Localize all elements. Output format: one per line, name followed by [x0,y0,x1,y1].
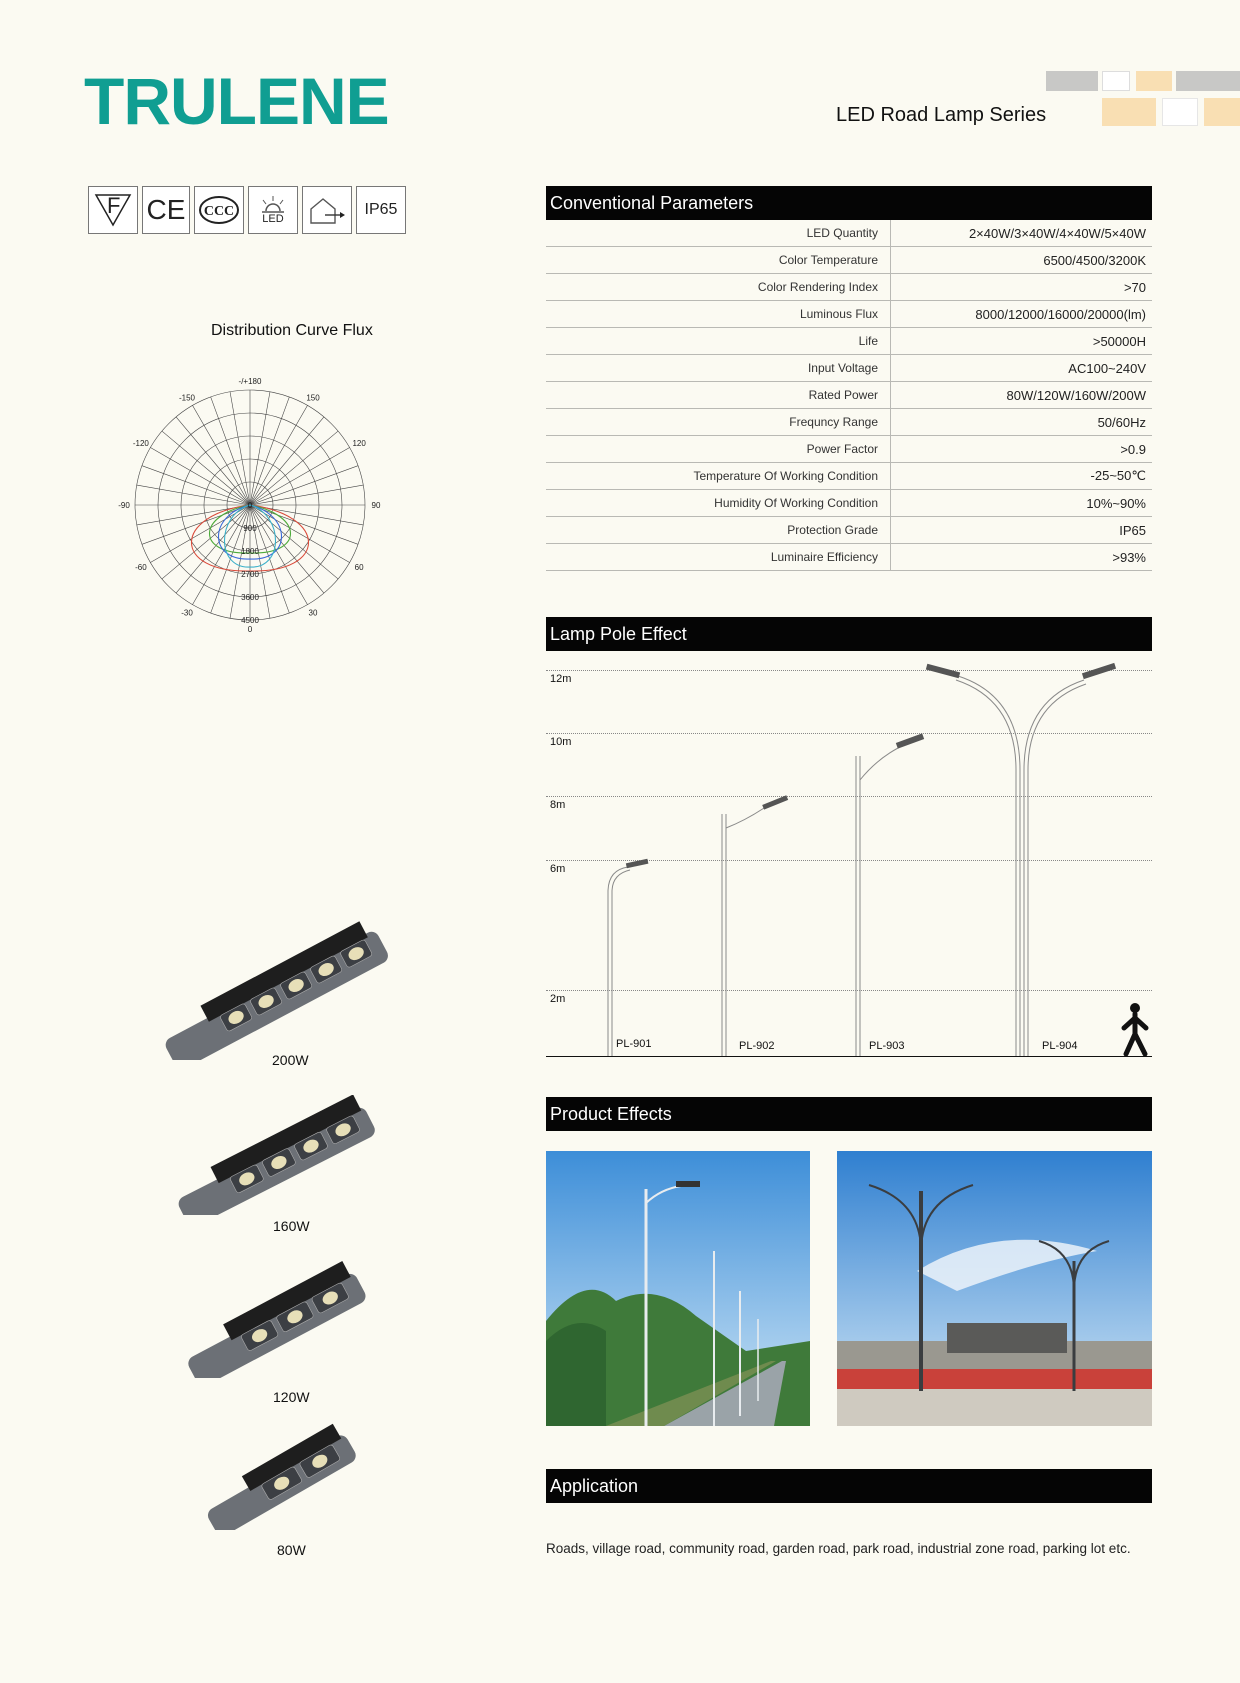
lamp-product-200w [130,920,390,1090]
pole-label: PL-902 [739,1040,775,1052]
ring-label: 900 [243,524,257,533]
brand-logo: TRULENE [84,64,389,138]
pole-label: PL-903 [869,1040,905,1052]
lamp-product-80w [165,1420,375,1560]
polar-distribution-chart [110,370,390,640]
table-row [546,328,1152,355]
series-title: LED Road Lamp Series [836,104,1047,126]
ce-mark-icon: CE [142,186,190,234]
angle-label: 150 [306,393,320,403]
param-value: >93% [891,544,1153,571]
param-key: Color Temperature [546,247,891,274]
plaza-photo-right [837,1151,1152,1426]
angle-label: -150 [178,393,196,403]
param-key: Rated Power [546,382,891,409]
angle-label: -/+180 [238,377,262,386]
parameters-table [546,220,1152,571]
ccc-mark-icon [194,186,244,234]
table-row [546,382,1152,409]
parameters-header: Conventional Parameters [546,186,1152,220]
lamp-label: 120W [273,1389,310,1405]
angle-label: 0 [247,625,253,634]
param-value: IP65 [891,517,1153,544]
application-header: Application [546,1469,1152,1503]
param-value: 8000/12000/16000/20000(lm) [891,301,1153,328]
svg-text:CCC: CCC [203,204,235,219]
table-row [546,517,1152,544]
height-label: 10m [550,736,572,748]
param-key: Temperature Of Working Condition [546,463,891,490]
angle-label: 90 [371,501,381,510]
lamp-label: 80W [277,1542,306,1558]
height-label: 6m [550,863,566,875]
param-key: Life [546,328,891,355]
param-key: Luminous Flux [546,301,891,328]
angle-label: -120 [132,439,149,448]
param-value: -25~50℃ [891,463,1153,490]
param-value: >50000H [891,328,1153,355]
param-key: Frequncy Range [546,409,891,436]
ring-label: 4500 [241,616,259,625]
param-value: 50/60Hz [891,409,1153,436]
height-label: 2m [550,993,566,1005]
param-key: Power Factor [546,436,891,463]
angle-label: 30 [308,608,318,618]
product-effects-header: Product Effects [546,1097,1152,1131]
param-value: >70 [891,274,1153,301]
ring-label: 3600 [241,593,259,602]
f-mark-icon: F [88,186,138,234]
pole-label: PL-901 [616,1038,652,1050]
angle-label: -60 [135,563,147,572]
param-value: 80W/120W/160W/200W [891,382,1153,409]
height-label: 8m [550,799,566,811]
table-row [546,220,1152,247]
led-lamp-icon: LED [248,186,298,234]
table-row [546,355,1152,382]
table-row [546,490,1152,517]
road-photo-left [546,1151,810,1426]
ring-label: 1800 [241,547,259,556]
ring-label: 0 [247,501,253,510]
table-row [546,301,1152,328]
table-row [546,274,1152,301]
height-label: 12m [550,673,572,685]
angle-label: -90 [118,501,130,510]
lamp-product-120w [145,1258,385,1408]
param-key: Luminaire Efficiency [546,544,891,571]
angle-label: 120 [352,439,366,448]
distribution-title: Distribution Curve Flux [211,322,373,339]
pedestrian-icon [1118,1002,1152,1056]
param-key: LED Quantity [546,220,891,247]
indoor-outdoor-icon [302,186,352,234]
param-value: >0.9 [891,436,1153,463]
pole-effect-header: Lamp Pole Effect [546,617,1152,651]
table-row [546,247,1152,274]
param-value: AC100~240V [891,355,1153,382]
param-value: 10%~90% [891,490,1153,517]
table-row [546,436,1152,463]
lamp-product-160w [145,1095,385,1245]
param-key: Input Voltage [546,355,891,382]
lamp-label: 160W [273,1218,310,1234]
table-row [546,463,1152,490]
application-text: Roads, village road, community road, garden road, park road, industrial zone road, parking lot etc. [546,1541,1131,1556]
angle-label: -30 [181,608,193,618]
ip65-badge: IP65 [356,186,406,234]
param-key: Color Rendering Index [546,274,891,301]
table-row [546,544,1152,571]
header-decoration [1046,71,1240,127]
lamp-label: 200W [272,1052,309,1068]
param-value: 6500/4500/3200K [891,247,1153,274]
angle-label: 60 [354,563,364,572]
param-key: Protection Grade [546,517,891,544]
param-key: Humidity Of Working Condition [546,490,891,517]
pole-label: PL-904 [1042,1040,1078,1052]
pole-diagram [546,660,1152,1060]
param-value: 2×40W/3×40W/4×40W/5×40W [891,220,1153,247]
ring-label: 2700 [241,570,259,579]
table-row [546,409,1152,436]
